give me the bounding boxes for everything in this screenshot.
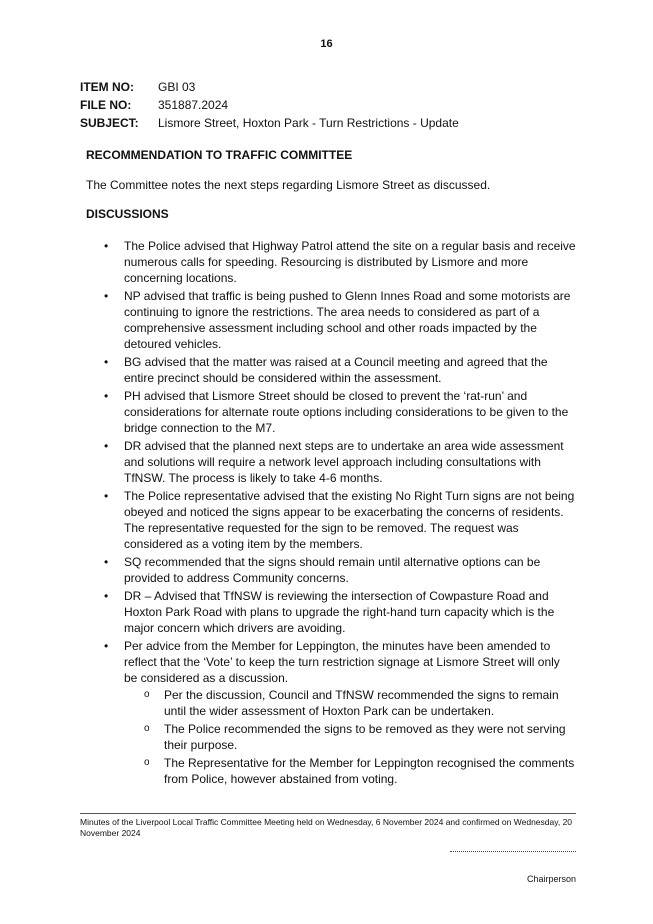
file-number-label: FILE NO: [80, 98, 132, 112]
item-number-row [80, 78, 459, 96]
discussions-heading: DISCUSSIONS [86, 207, 169, 221]
subject-label: SUBJECT: [80, 116, 139, 130]
subject-value: Lismore Street, Hoxton Park - Turn Restrictions - Update [158, 116, 459, 130]
recommendation-text: The Committee notes the next steps regarding Lismore Street as discussed. [86, 178, 491, 192]
footer-divider [80, 813, 576, 814]
discussion-sublist [124, 687, 576, 787]
discussion-item: • DR – Advised that TfNSW is reviewing the intersection of Cowpasture Road and Hoxton Park Road with plans to upgrade the right-hand turn capacity which is the major concern which drivers are avoiding. [86, 588, 576, 636]
discussion-item-text: Per advice from the Member for Leppington, the minutes have been amended to reflect that the ‘Vote’ to keep the turn restriction signage at Lismore Street will only be considered as a discussion. [124, 639, 560, 685]
discussion-subitem: o Per the discussion, Council and TfNSW recommended the signs to remain until the wider assessment of Hoxton Park can be undertaken. [124, 687, 576, 719]
discussion-item-with-subitems [86, 638, 576, 787]
discussion-subitem: o The Police recommended the signs to be removed as they were not serving their purpose. [124, 721, 576, 753]
discussion-item: • BG advised that the matter was raised at a Council meeting and agreed that the entire precinct should be considered within the assessment. [86, 354, 576, 386]
signature-line [450, 851, 576, 852]
item-number-value: GBI 03 [158, 80, 196, 94]
discussion-item: • SQ recommended that the signs should remain until alternative options can be provided to address Community concerns. [86, 554, 576, 586]
page-number: 16 [320, 38, 333, 50]
item-meta [80, 78, 459, 132]
file-number-value: 351887.2024 [158, 98, 229, 112]
file-number-row [80, 96, 459, 114]
discussion-item: • PH advised that Lismore Street should be closed to prevent the ‘rat-run’ and considerations for alternate route options including considerations to be given to the bridge connection to the M7. [86, 388, 576, 436]
discussion-item: • NP advised that traffic is being pushed to Glenn Innes Road and some motorists are continuing to ignore the restrictions. The area needs to considered as part of a comprehensive assessment including school and other roads impacted by the detoured vehicles. [86, 288, 576, 352]
recommendation-heading: RECOMMENDATION TO TRAFFIC COMMITTEE [86, 148, 353, 162]
subject-row [80, 114, 459, 132]
item-number-label: ITEM NO: [80, 80, 134, 94]
signature-label: Chairperson [526, 874, 576, 884]
footer-text: Minutes of the Liverpool Local Traffic Committee Meeting held on Wednesday, 6 November 2024 and confirmed on Wednesday, 20 November 2024 [80, 817, 573, 838]
discussion-item: • The Police advised that Highway Patrol attend the site on a regular basis and receive numerous calls for speeding. Resourcing is distributed by Lismore and more concerning locations. [86, 238, 576, 286]
discussion-item: • DR advised that the planned next steps are to undertake an area wide assessment and solutions will require a network level approach including consultations with TfNSW. The process is likely to take 4-6 months. [86, 438, 576, 486]
discussion-item: • The Police representative advised that the existing No Right Turn signs are not being obeyed and noticed the signs appear to be exacerbating the concerns of residents. The representative requested for the sign to be removed. The request was considered as a voting item by the members. [86, 488, 576, 552]
discussion-subitem: o The Representative for the Member for Leppington recognised the comments from Police, however abstained from voting. [124, 755, 576, 787]
discussion-list [86, 238, 576, 789]
